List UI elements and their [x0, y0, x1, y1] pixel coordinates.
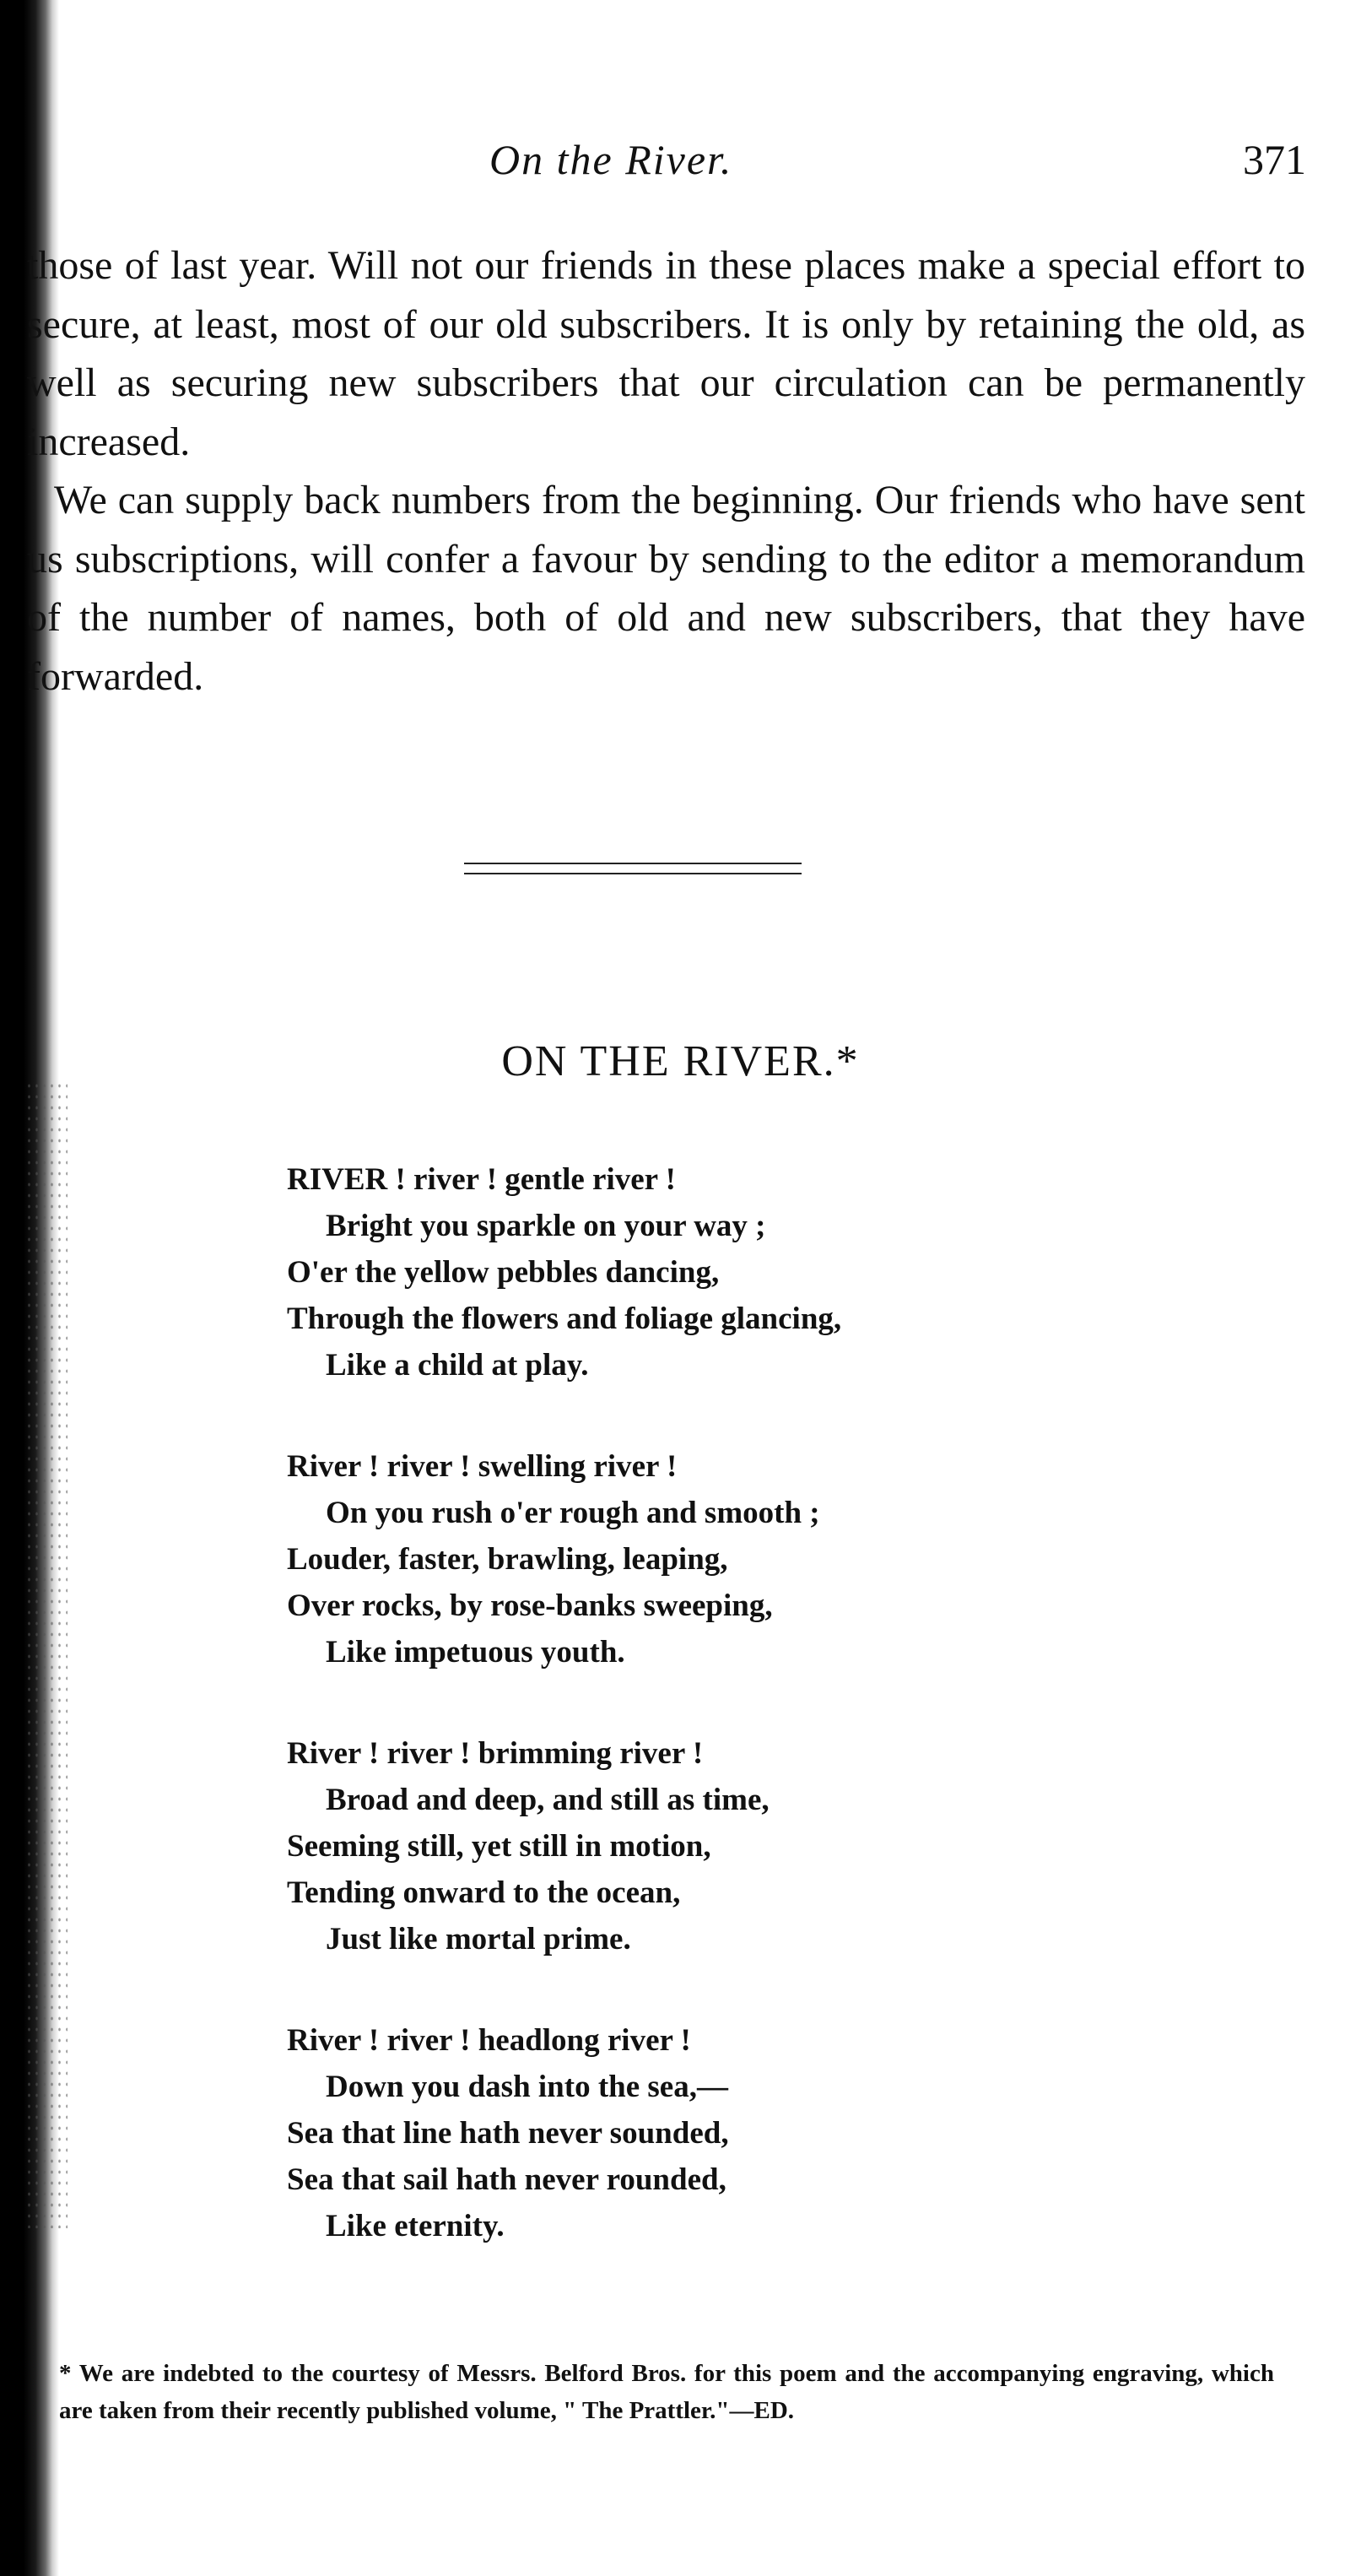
prose-section	[27, 236, 1305, 706]
poem-line: Just like mortal prime.	[326, 1922, 631, 1956]
poem-line: Tending onward to the ocean,	[287, 1875, 681, 1910]
running-head	[0, 135, 1361, 194]
poem-line: On you rush o'er rough and smooth ;	[326, 1496, 820, 1530]
poem-line: Sea that line hath never sounded,	[287, 2116, 729, 2151]
poem-stanza-1	[287, 1156, 1131, 1388]
poem-line: Like impetuous youth.	[326, 1635, 625, 1670]
poem-stanza-3	[287, 1730, 1131, 1962]
poem-line: Down you dash into the sea,—	[326, 2070, 728, 2104]
poem-line: RIVER ! river ! gentle river !	[287, 1162, 676, 1197]
section-separator-rule	[464, 863, 802, 874]
poem-line: River ! river ! headlong river !	[287, 2023, 691, 2058]
poem-line: Louder, faster, brawling, leaping,	[287, 1542, 728, 1577]
footnote	[59, 2355, 1274, 2429]
poem-line: Through the flowers and foliage glancing,	[287, 1302, 842, 1336]
running-title: On the River.	[489, 136, 733, 183]
poem-line: Like a child at play.	[326, 1348, 589, 1383]
poem-stanza-2	[287, 1443, 1131, 1675]
poem-line: Broad and deep, and still as time,	[326, 1783, 770, 1817]
poem-line: Like eternity.	[326, 2209, 505, 2243]
spine-speckle-texture	[25, 1080, 68, 2228]
poem-line: Sea that sail hath never rounded,	[287, 2162, 726, 2197]
poem-stanza-4	[287, 2017, 1131, 2249]
footnote-text: * We are indebted to the courtesy of Messrs. Belford Bros. for this poem and the accompanying engraving, which are taken from their recently published volume, " The Prattler."—ED.	[59, 2360, 1274, 2424]
poem-line: Seeming still, yet still in motion,	[287, 1829, 711, 1864]
poem-line: River ! river ! swelling river !	[287, 1449, 678, 1484]
poem-line: Over rocks, by rose-banks sweeping,	[287, 1588, 773, 1623]
poem-line: River ! river ! brimming river !	[287, 1736, 704, 1771]
poem-line: Bright you sparkle on your way ;	[326, 1209, 766, 1243]
poem	[287, 1156, 1131, 2304]
prose-paragraph-2: We can supply back numbers from the beginning. Our friends who have sent us subscriptions, will confer a favour by sending to the editor a memorandum of the number of names, both of old and new subscribers, that they have forwarded.	[27, 478, 1305, 699]
page-number: 371	[1243, 136, 1306, 183]
poem-title: ON THE RIVER.*	[501, 1037, 860, 1085]
prose-paragraph-1: those of last year. Will not our friends in these places make a special effort to secure, at least, most of our old subscribers. It is only by retaining the old, as well as securing new subscribers that our circulation can be permanently increased.	[27, 243, 1305, 464]
poem-line: O'er the yellow pebbles dancing,	[287, 1255, 720, 1290]
